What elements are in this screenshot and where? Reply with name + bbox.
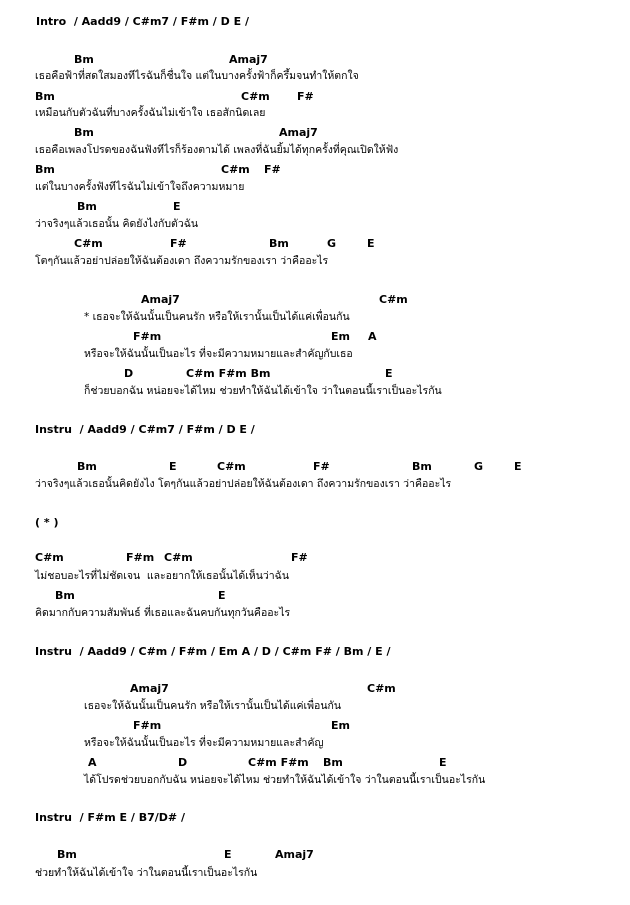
- instrumental-line: Instru / Aadd9 / C#m7 / F#m / D E /: [35, 423, 255, 436]
- chord: D: [178, 756, 188, 769]
- chord: Bm: [412, 460, 432, 473]
- chord: C#m: [241, 90, 270, 103]
- chord: Em: [331, 330, 350, 343]
- chord: C#m: [35, 551, 64, 564]
- chord: E: [439, 756, 447, 769]
- chord: E: [367, 237, 375, 250]
- chord: F#: [313, 460, 330, 473]
- lyric-line: โตๆกันแล้วอย่าปล่อยให้ฉันต้องเดา ถึงความรักของเรา ว่าคืออะไร: [35, 255, 329, 267]
- chord: Bm: [55, 589, 75, 602]
- chord: F#m: [133, 330, 162, 343]
- chord: F#m: [133, 719, 162, 732]
- lyric-line: เหมือนกับตัวฉันที่บางครั้งฉันไม่เข้าใจ เธอสักนิดเลย: [35, 107, 266, 119]
- chord: G: [327, 237, 337, 250]
- lyric-line: เธอคือฟ้าที่สดใสมองทีไรฉันก็ชื่นใจ แต่ในบางครั้งฟ้าก็ครึ้มจนทำให้ตกใจ: [35, 70, 359, 82]
- chord: Amaj7: [130, 682, 169, 695]
- chord: C#m F#m Bm: [186, 367, 271, 380]
- chord: Bm: [77, 460, 97, 473]
- chord: E: [224, 848, 232, 861]
- chord: A: [368, 330, 377, 343]
- chord: F#: [264, 163, 281, 176]
- chord: C#m F#m: [248, 756, 309, 769]
- chord: Bm: [77, 200, 97, 213]
- chord: E: [218, 589, 226, 602]
- chord: A: [88, 756, 97, 769]
- instrumental-line: Instru / F#m E / B7/D# /: [35, 811, 185, 824]
- chord: F#: [170, 237, 187, 250]
- chord: E: [173, 200, 181, 213]
- lyric-line: ว่าจริงๆแล้วเธอนั้น คิดยังไงกับตัวฉัน: [35, 218, 199, 230]
- chord: E: [385, 367, 393, 380]
- chord: Amaj7: [279, 126, 318, 139]
- chord: F#m: [126, 551, 155, 564]
- chord: Amaj7: [229, 53, 268, 66]
- chord: C#m: [379, 293, 408, 306]
- chord: C#m: [367, 682, 396, 695]
- chord: C#m: [74, 237, 103, 250]
- lyric-line: ก็ช่วยบอกฉัน หน่อยจะได้ไหม ช่วยทำให้ฉันได้เข้าใจ ว่าในตอนนี้เราเป็นอะไรกัน: [84, 385, 442, 397]
- lyric-line: หรือจะให้ฉันนั้นเป็นอะไร ที่จะมีความหมายและสำคัญกับเธอ: [84, 348, 353, 360]
- chord: Bm: [35, 163, 55, 176]
- chord: Bm: [57, 848, 77, 861]
- lyric-line: * เธอจะให้ฉันนั้นเป็นคนรัก หรือให้เรานั้นเป็นได้แค่เพื่อนกัน: [84, 311, 350, 323]
- chord: C#m: [221, 163, 250, 176]
- chord: G: [474, 460, 484, 473]
- chord: Bm: [35, 90, 55, 103]
- chord: E: [514, 460, 522, 473]
- intro-line: Intro / Aadd9 / C#m7 / F#m / D E /: [36, 15, 249, 28]
- lyric-line: ไม่ชอบอะไรที่ไม่ชัดเจน และอยากให้เธอนั้นได้เห็นว่าฉัน: [35, 570, 289, 582]
- chord: Amaj7: [141, 293, 180, 306]
- chord: Bm: [323, 756, 343, 769]
- chord: Bm: [74, 126, 94, 139]
- chord: Bm: [269, 237, 289, 250]
- chord: Amaj7: [275, 848, 314, 861]
- chord: F#: [297, 90, 314, 103]
- chord: E: [169, 460, 177, 473]
- instrumental-line: Instru / Aadd9 / C#m / F#m / Em A / D / C#m F# / Bm / E /: [35, 645, 391, 658]
- lyric-line: เธอจะให้ฉันนั้นเป็นคนรัก หรือให้เรานั้นเป็นได้แค่เพื่อนกัน: [84, 700, 342, 712]
- chord: C#m: [164, 551, 193, 564]
- lyric-line: หรือจะให้ฉันนั้นเป็นอะไร ที่จะมีความหมายและสำคัญ: [84, 737, 324, 749]
- chord: Bm: [74, 53, 94, 66]
- lyric-line: เธอคือเพลงโปรดของฉันฟังทีไรก็ร้องตามได้ เพลงที่ฉันยิ้มได้ทุกครั้งที่คุณเปิดให้ฟัง: [35, 144, 399, 156]
- lyric-line: ช่วยทำให้ฉันได้เข้าใจ ว่าในตอนนี้เราเป็นอะไรกัน: [35, 867, 258, 879]
- lyric-line: แต่ในบางครั้งฟังทีไรฉันไม่เข้าใจถึงความหมาย: [35, 181, 245, 193]
- chord: C#m: [217, 460, 246, 473]
- chord: F#: [291, 551, 308, 564]
- lyric-line: ได้โปรดช่วยบอกกับฉัน หน่อยจะได้ไหม ช่วยทำให้ฉันได้เข้าใจ ว่าในตอนนี้เราเป็นอะไรกัน: [84, 774, 486, 786]
- lyric-line: ว่าจริงๆแล้วเธอนั้นคิดยังไง โตๆกันแล้วอย่าปล่อยให้ฉันต้องเดา ถึงความรักของเรา ว่าคืออะไร: [35, 478, 452, 490]
- chord: D: [124, 367, 134, 380]
- repeat-marker: ( * ): [35, 516, 59, 529]
- chord: Em: [331, 719, 350, 732]
- lyric-line: คิดมากกับความสัมพันธ์ ที่เธอและฉันคบกันทุกวันคืออะไร: [35, 607, 291, 619]
